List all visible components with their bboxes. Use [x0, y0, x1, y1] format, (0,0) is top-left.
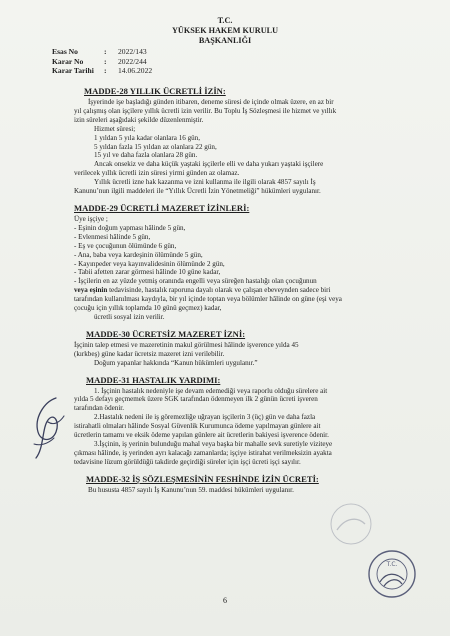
section-29-title: MADDE-29 ÜCRETLİ MAZERET İZİNLERİ:	[74, 202, 250, 213]
section-31-line: yılda 5 defayı geçmemek üzere SGK tarafından ödenmeyen ilk 2 günün ücreti işveren	[74, 395, 318, 404]
section-31-line: 3.İşçinin, iş yerinin bulunduğu mahal veya başka bir mahalle sevk suretiyle viziteye	[94, 440, 333, 448]
section-29-text: tedavisinde, hastalık raporuna dayalı olarak ve çalışan ebeveynden sadece biri	[107, 286, 331, 295]
esas-label: Esas No	[52, 47, 78, 56]
meta-row-esas	[52, 47, 152, 57]
section-31-line: ücretlerin tamamı ve eksik ödeme yapılan günlere ait ücretlerin bakiyesi işverence ödenir.	[74, 431, 329, 440]
section-31-line: istirahatli olmaları hâlinde Sosyal Güvenlik Kurumunca ödeme yapılmayan günlere ait	[74, 422, 321, 431]
section-28-line: Ancak onsekiz ve daha küçük yaştaki işçilerle elli ve daha yukarı yaştaki işçilere	[94, 160, 324, 169]
section-31-line: tedavisine lüzum görüldüğü takdirde geçirdiği süreler için işçi ücreti işçi sayılır.	[74, 457, 301, 466]
karar-label: Karar No	[52, 56, 84, 66]
meta-row-tarih	[52, 66, 152, 76]
section-29-line	[74, 286, 402, 295]
section-31-line: 2.Hastalık nedeni ile iş göremezliğe uğrayan işçilerin 3 (üç) gün ve daha fazla	[94, 413, 316, 422]
section-29-line: tarafından kullanılması kaydıyla, bir yıl içinde toptan veya bölümler hâlinde on güne (eşi veya	[74, 295, 342, 304]
faint-seal-mark	[327, 500, 375, 548]
section-29-line: - Eş ve çocuğunun ölümünde 6 gün,	[74, 241, 177, 250]
header-court: YÜKSEK HAKEM KURULU	[172, 26, 278, 35]
section-28-line: yıl çalışmış olan işçilere yıllık ücretli izin verilir. Bu Toplu İş Sözleşmesi ile hizmet ve yıllık	[74, 106, 337, 115]
section-28-line: İşyerinde işe başladığı günden itibaren, deneme süresi de içinde olmak üzere, en az bir	[88, 98, 334, 106]
section-28-line: Hizmet süresi;	[94, 124, 136, 133]
header-tc: T.C.	[217, 16, 233, 25]
section-32-line: Bu hususta 4857 sayılı İş Kanunu’nun 59. maddesi hükümleri uygulanır.	[88, 485, 294, 494]
esas-value: 2022/143	[118, 47, 147, 56]
section-28-line: 15 yıl ve daha fazla olanlara 28 gün.	[94, 151, 198, 160]
section-31-line: tarafından ödenir.	[74, 404, 125, 413]
section-28-line: Yıllık ücretli izne hak kazanma ve izni kullanma ile ilgili olarak 4857 sayılı İş	[94, 178, 316, 187]
section-29-line: Üye işçiye ;	[74, 214, 108, 223]
section-29-line: - Ana, baba veya kardeşinin ölümünde 5 gün,	[74, 250, 203, 259]
section-31-line: çıkması hâlinde, iş yerinden ayrı kalacağı zamanlarda; işçiye istirahat verilmeksizin ayakta	[74, 448, 332, 457]
section-29-line: ücretli sosyal izin verilir.	[94, 312, 165, 321]
section-29-emphasis: veya eşinin	[74, 286, 108, 295]
meta-row-karar	[52, 57, 152, 67]
section-30-line: Doğum yapanlar hakkında “Kanun hükümleri uygulanır.”	[94, 358, 258, 367]
handwritten-signature	[26, 392, 74, 464]
section-29-line: çocuğu için yıllık toplamda 10 günü geçmez) kadar,	[74, 304, 222, 313]
section-29-line: - Eşinin doğum yapması hâlinde 5 gün,	[74, 223, 186, 232]
official-stamp	[366, 548, 418, 600]
section-31-title: MADDE-31 HASTALIK YARDIMI:	[86, 374, 221, 385]
esas-colon: :	[104, 47, 107, 56]
tarih-value: 14.06.2022	[118, 66, 153, 76]
header-presidency: BAŞKANLIĞI	[198, 36, 252, 45]
decision-meta	[52, 47, 152, 76]
section-29-line: - İşçilerin en az yüzde yetmiş oranında engelli veya süreğen hastalığı olan çocuğunun	[74, 277, 317, 286]
section-29-line: - Evlenmesi hâlinde 5 gün,	[74, 232, 151, 241]
page-number: 6	[223, 596, 227, 605]
document-body	[74, 86, 402, 495]
section-29-line: - Tabii afetten zarar görmesi hâlinde 10 güne kadar,	[74, 268, 221, 277]
section-28-line: Kanunu’nun ilgili maddeleri ile “Yıllık Ücretli İzin Yönetmeliği” hükümleri uygulanır.	[74, 187, 321, 196]
section-28-line: 5 yıldan fazla 15 yıldan az olanlara 22 gün,	[94, 142, 217, 151]
section-30-title: MADDE-30 ÜCRETSİZ MAZERET İZNİ:	[86, 328, 246, 339]
section-30-line: İşçinin talep etmesi ve mazeretinin makul görülmesi hâlinde işverence yılda 45	[74, 340, 299, 349]
document-header	[0, 16, 450, 46]
section-28-line: izin süreleri aşağıdaki şekilde düzenlenmiştir.	[74, 115, 204, 124]
tarih-colon: :	[104, 66, 107, 76]
section-32-title: MADDE-32 İŞ SÖZLEŞMESİNİN FESHİNDE İZİN ÜCRETİ:	[86, 473, 319, 484]
section-28-title: MADDE-28 YILLIK ÜCRETLİ İZİN:	[84, 86, 226, 96]
stamp-text: T.C.	[386, 561, 398, 568]
karar-value: 2022/244	[118, 56, 147, 66]
section-28-line: verilecek yıllık ücretli izin süresi yirmi günden az olamaz.	[74, 169, 240, 178]
section-31-line: 1. İşçinin hastalık nedeniyle işe devam edemediği veya raporlu olduğu sürelere ait	[94, 386, 328, 395]
section-28-line: 1 yıldan 5 yıla kadar olanlara 16 gün,	[94, 133, 200, 142]
karar-colon: :	[104, 56, 107, 66]
section-30-line: (kırkbeş) güne kadar ücretsiz mazeret izni verilebilir.	[74, 349, 225, 358]
tarih-label: Karar Tarihi	[52, 66, 94, 76]
section-29-line: - Kayınpeder veya kayınvalidesinin ölümünde 2 gün,	[74, 259, 225, 268]
